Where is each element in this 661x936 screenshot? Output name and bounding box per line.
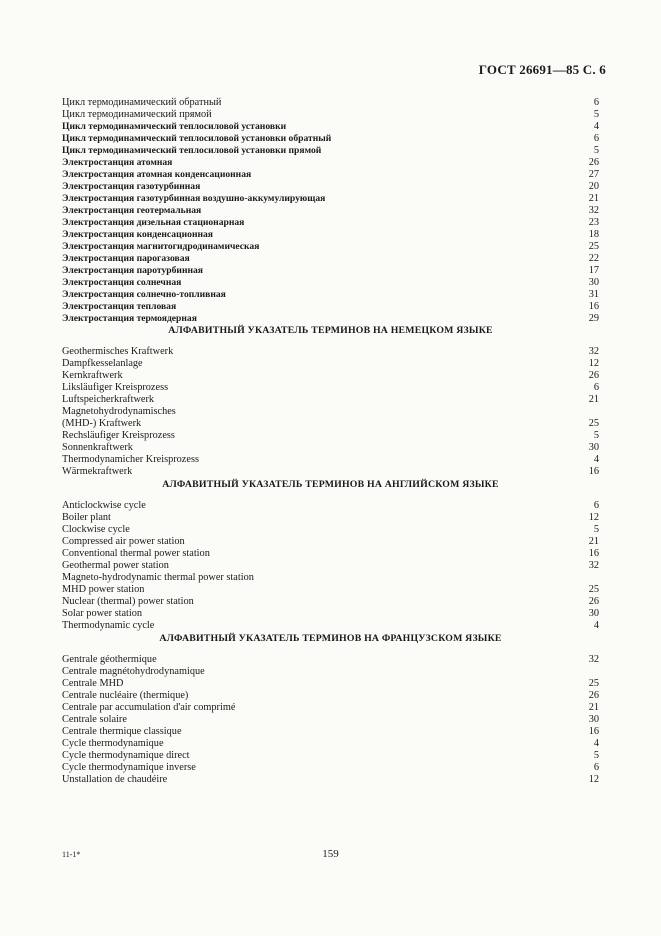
index-page-ref: 31 bbox=[588, 289, 599, 300]
index-term: Centrale magnétohydrodynamique bbox=[62, 666, 205, 677]
index-page-ref: 32 bbox=[588, 560, 599, 571]
russian-index-row bbox=[62, 193, 599, 205]
index-term: Gentrale géothermique bbox=[62, 654, 157, 665]
index-term: Электростанция конденсационная bbox=[62, 229, 213, 240]
russian-index-row bbox=[62, 253, 599, 265]
index-term: Электростанция парогазовая bbox=[62, 253, 190, 264]
english-index-row bbox=[62, 620, 599, 632]
english-index-row bbox=[62, 548, 599, 560]
index-term: Электростанция солнечная bbox=[62, 277, 182, 288]
russian-index-row bbox=[62, 169, 599, 181]
russian-index-row bbox=[62, 313, 599, 325]
french-index-row bbox=[62, 678, 599, 690]
index-page-ref: 26 bbox=[588, 596, 599, 607]
index-term: Электростанция паротурбинная bbox=[62, 265, 203, 276]
index-page-ref: 4 bbox=[593, 121, 599, 132]
footer-sheet-mark: 11-1* bbox=[62, 850, 81, 859]
index-term: Электростанция солнечно-топливная bbox=[62, 289, 226, 300]
index-page-ref: 25 bbox=[588, 678, 599, 689]
russian-term-list bbox=[62, 97, 599, 325]
index-term: Цикл термодинамический теплосиловой установки bbox=[62, 121, 287, 132]
german-index-row bbox=[62, 454, 599, 466]
index-term: Dampfkesselanlage bbox=[62, 358, 143, 369]
index-page-ref: 25 bbox=[588, 418, 599, 429]
index-page-ref: 17 bbox=[588, 265, 599, 276]
german-term-list bbox=[62, 346, 599, 478]
german-index-row bbox=[62, 382, 599, 394]
index-page-ref: 6 bbox=[593, 762, 599, 773]
index-page-ref: 16 bbox=[588, 548, 599, 559]
french-term-list bbox=[62, 654, 599, 786]
index-term: MHD power station bbox=[62, 584, 145, 595]
english-index-row bbox=[62, 584, 599, 596]
index-term: Solar power station bbox=[62, 608, 143, 619]
russian-index-row bbox=[62, 241, 599, 253]
index-page-ref: 12 bbox=[588, 358, 599, 369]
index-term: Geothermisches Kraftwerk bbox=[62, 346, 174, 357]
french-index-row bbox=[62, 654, 599, 666]
index-page-ref: 23 bbox=[588, 217, 599, 228]
page-number: 159 bbox=[322, 848, 339, 860]
index-page-ref: 5 bbox=[593, 145, 599, 156]
german-index-row bbox=[62, 370, 599, 382]
index-term: Geothermal power station bbox=[62, 560, 169, 571]
index-term: Cycle thermodynamique inverse bbox=[62, 762, 196, 773]
index-term: Электростанция тепловая bbox=[62, 301, 177, 312]
index-page-ref: 16 bbox=[588, 301, 599, 312]
french-index-row bbox=[62, 666, 599, 678]
russian-index-row bbox=[62, 157, 599, 169]
russian-index-row bbox=[62, 229, 599, 241]
index-page-ref: 26 bbox=[588, 370, 599, 381]
index-term: Centrale MHD bbox=[62, 678, 124, 689]
index-term: Цикл термодинамический теплосиловой установки обратный bbox=[62, 133, 332, 144]
french-index-row bbox=[62, 762, 599, 774]
english-index-row bbox=[62, 536, 599, 548]
index-term: Электростанция термоядерная bbox=[62, 313, 197, 324]
index-term: Цикл термодинамический теплосиловой установки прямой bbox=[62, 145, 322, 156]
index-term: Sonnenkraftwerk bbox=[62, 442, 133, 453]
english-section-title: АЛФАВИТНЫЙ УКАЗАТЕЛЬ ТЕРМИНОВ НА АНГЛИЙСКОМ ЯЗЫКЕ bbox=[162, 479, 499, 490]
index-page-ref: 16 bbox=[588, 726, 599, 737]
english-index-row bbox=[62, 524, 599, 536]
russian-index-row bbox=[62, 277, 599, 289]
english-index-row bbox=[62, 500, 599, 512]
index-page-ref: 29 bbox=[588, 313, 599, 324]
english-term-list bbox=[62, 500, 599, 632]
index-page-ref: 20 bbox=[588, 181, 599, 192]
index-page-ref: 5 bbox=[593, 524, 599, 535]
index-term: Электростанция дизельная стационарная bbox=[62, 217, 245, 228]
french-index-row bbox=[62, 714, 599, 726]
index-term: Centrale solaire bbox=[62, 714, 127, 725]
russian-index-row bbox=[62, 217, 599, 229]
index-page-ref: 6 bbox=[593, 500, 599, 511]
russian-index-row bbox=[62, 133, 599, 145]
index-term: Электростанция магнитогидродинамическая bbox=[62, 241, 260, 252]
russian-index-row bbox=[62, 265, 599, 277]
index-term: (MHD-) Kraftwerk bbox=[62, 418, 142, 429]
russian-index-row bbox=[62, 97, 599, 109]
index-term: Электростанция атомная конденсационная bbox=[62, 169, 252, 180]
index-page-ref: 6 bbox=[593, 382, 599, 393]
index-page-ref: 22 bbox=[588, 253, 599, 264]
russian-index-row bbox=[62, 301, 599, 313]
index-term: Электростанция газотурбинная bbox=[62, 181, 201, 192]
index-page-ref: 32 bbox=[588, 346, 599, 357]
document-header: ГОСТ 26691—85 С. 6 bbox=[478, 62, 606, 77]
index-page-ref: 26 bbox=[588, 157, 599, 168]
russian-index-row bbox=[62, 121, 599, 133]
index-page-ref: 6 bbox=[593, 97, 599, 108]
index-content bbox=[62, 97, 599, 786]
english-index-row bbox=[62, 608, 599, 620]
index-page-ref: 5 bbox=[593, 109, 599, 120]
index-term: Anticlockwise cycle bbox=[62, 500, 146, 511]
russian-index-row bbox=[62, 109, 599, 121]
index-page-ref: 21 bbox=[588, 702, 599, 713]
german-index-row bbox=[62, 358, 599, 370]
index-term: Centrale par accumulation d'air comprimé bbox=[62, 702, 236, 713]
index-page-ref: 21 bbox=[588, 536, 599, 547]
index-term: Cycle thermodynamique bbox=[62, 738, 164, 749]
index-term: Thermodynamic cycle bbox=[62, 620, 155, 631]
index-page-ref: 32 bbox=[588, 654, 599, 665]
english-index-row bbox=[62, 560, 599, 572]
index-page-ref: 6 bbox=[593, 133, 599, 144]
french-section-title: АЛФАВИТНЫЙ УКАЗАТЕЛЬ ТЕРМИНОВ НА ФРАНЦУЗСКОМ ЯЗЫКЕ bbox=[159, 633, 502, 644]
index-page-ref: 27 bbox=[588, 169, 599, 180]
english-index-row bbox=[62, 572, 599, 584]
index-page-ref: 12 bbox=[588, 774, 599, 785]
index-term: Электростанция газотурбинная воздушно-аккумулирующая bbox=[62, 193, 326, 204]
index-page-ref: 30 bbox=[588, 714, 599, 725]
index-term: Цикл термодинамический обратный bbox=[62, 97, 222, 108]
russian-index-row bbox=[62, 289, 599, 301]
english-index-row bbox=[62, 596, 599, 608]
german-index-row bbox=[62, 394, 599, 406]
index-page-ref: 16 bbox=[588, 466, 599, 477]
index-term: Luftspeicherkraftwerk bbox=[62, 394, 155, 405]
german-index-row bbox=[62, 442, 599, 454]
index-page-ref: 21 bbox=[588, 193, 599, 204]
english-index-row bbox=[62, 512, 599, 524]
russian-index-row bbox=[62, 205, 599, 217]
german-index-row bbox=[62, 346, 599, 358]
index-term: Unstallation de chaudéire bbox=[62, 774, 168, 785]
index-term: Centrale nucléaire (thermique) bbox=[62, 690, 189, 701]
index-term: Электростанция геотермальная bbox=[62, 205, 202, 216]
index-term: Centrale thermique classique bbox=[62, 726, 182, 737]
index-page-ref: 12 bbox=[588, 512, 599, 523]
index-page-ref: 5 bbox=[593, 750, 599, 761]
index-term: Электростанция атомная bbox=[62, 157, 173, 168]
french-index-row bbox=[62, 690, 599, 702]
index-term: Цикл термодинамический прямой bbox=[62, 109, 212, 120]
index-page-ref: 21 bbox=[588, 394, 599, 405]
french-index-row bbox=[62, 702, 599, 714]
index-term: Magnetohydrodynamisches bbox=[62, 406, 176, 417]
index-term: Cycle thermodynamique direct bbox=[62, 750, 190, 761]
index-page-ref: 30 bbox=[588, 608, 599, 619]
index-term: Boiler plant bbox=[62, 512, 111, 523]
index-term: Clockwise cycle bbox=[62, 524, 130, 535]
index-page-ref: 30 bbox=[588, 442, 599, 453]
index-page-ref: 30 bbox=[588, 277, 599, 288]
index-term: Wärmekraftwerk bbox=[62, 466, 133, 477]
index-page-ref: 18 bbox=[588, 229, 599, 240]
index-page-ref: 26 bbox=[588, 690, 599, 701]
index-term: Rechsläufiger Kreisprozess bbox=[62, 430, 175, 441]
german-index-row bbox=[62, 418, 599, 430]
index-term: Thermodynamicher Kreisprozess bbox=[62, 454, 199, 465]
index-page-ref: 4 bbox=[593, 620, 599, 631]
index-page-ref: 25 bbox=[588, 584, 599, 595]
german-section-title: АЛФАВИТНЫЙ УКАЗАТЕЛЬ ТЕРМИНОВ НА НЕМЕЦКОМ ЯЗЫКЕ bbox=[168, 325, 493, 336]
index-page-ref: 4 bbox=[593, 738, 599, 749]
index-page-ref: 4 bbox=[593, 454, 599, 465]
french-index-row bbox=[62, 726, 599, 738]
german-index-row bbox=[62, 430, 599, 442]
index-page-ref: 25 bbox=[588, 241, 599, 252]
index-term: Liksläufiger Kreisprozess bbox=[62, 382, 169, 393]
index-term: Compressed air power station bbox=[62, 536, 185, 547]
index-term: Nuclear (thermal) power station bbox=[62, 596, 194, 607]
index-term: Conventional thermal power station bbox=[62, 548, 210, 559]
german-index-row bbox=[62, 406, 599, 418]
russian-index-row bbox=[62, 145, 599, 157]
french-index-row bbox=[62, 774, 599, 786]
french-index-row bbox=[62, 750, 599, 762]
russian-index-row bbox=[62, 181, 599, 193]
index-page-ref: 32 bbox=[588, 205, 599, 216]
index-page-ref: 5 bbox=[593, 430, 599, 441]
french-index-row bbox=[62, 738, 599, 750]
index-term: Magneto-hydrodynamic thermal power station bbox=[62, 572, 254, 583]
german-index-row bbox=[62, 466, 599, 478]
index-term: Kernkraftwerk bbox=[62, 370, 123, 381]
